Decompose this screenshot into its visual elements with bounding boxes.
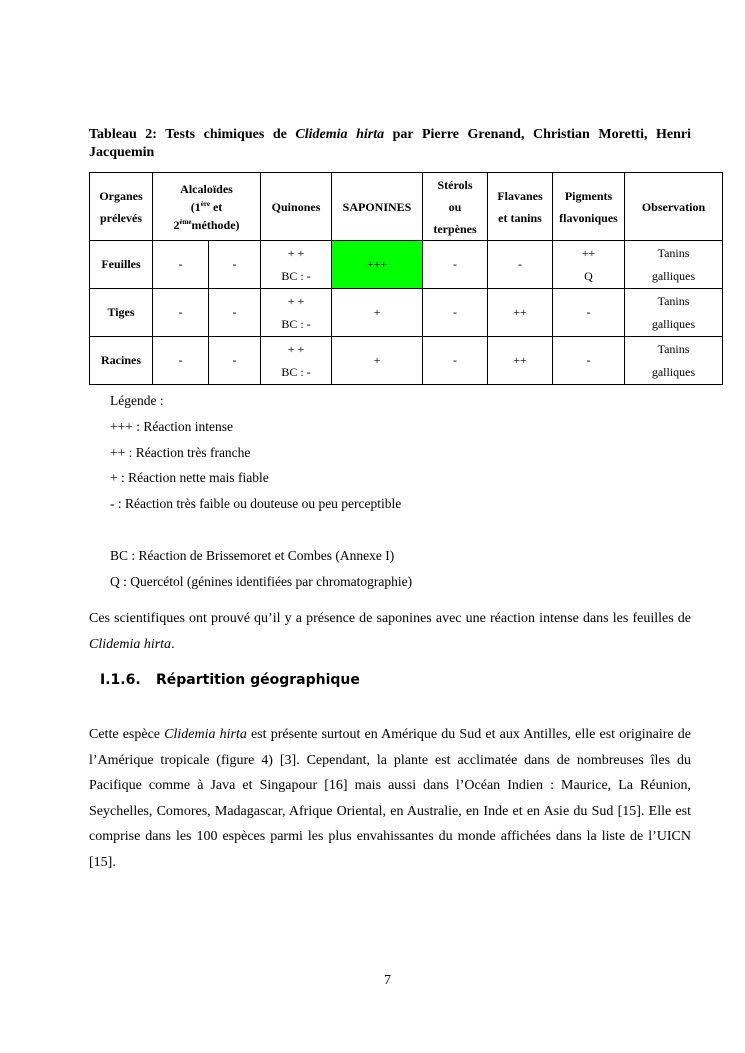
cell-alc1: - bbox=[153, 337, 209, 385]
table-row-racines bbox=[90, 337, 723, 385]
header-observation: Observation bbox=[625, 173, 723, 241]
header-alcaloides: Alcaloïdes (1ère et 2èmeméthode) bbox=[153, 173, 261, 241]
chemical-tests-table bbox=[89, 172, 723, 385]
cell-quinones: + + BC : - bbox=[261, 289, 332, 337]
caption-suffix: par Pierre Grenand, Christian Moretti, Henri Jacquemin bbox=[89, 127, 692, 160]
cell-saponines: + bbox=[332, 289, 423, 337]
header-pigments: Pigments flavoniques bbox=[553, 173, 625, 241]
cell-alc2: - bbox=[209, 289, 261, 337]
cell-saponines: + bbox=[332, 337, 423, 385]
header-saponines: SAPONINES bbox=[332, 173, 423, 241]
cell-pigments: - bbox=[553, 289, 625, 337]
legend-note: BC : Réaction de Brissemoret et Combes (Annexe I) bbox=[110, 547, 395, 563]
cell-organe: Tiges bbox=[90, 289, 153, 337]
cell-sterols: - bbox=[423, 289, 488, 337]
cell-flavanes: ++ bbox=[488, 289, 553, 337]
cell-organe: Racines bbox=[90, 337, 153, 385]
cell-flavanes: ++ bbox=[488, 337, 553, 385]
legend-title: Légende : bbox=[110, 393, 164, 408]
cell-alc1: - bbox=[153, 289, 209, 337]
cell-sterols: - bbox=[423, 241, 488, 289]
legend-note: Q : Quercétol (génines identifiées par chromatographie) bbox=[110, 573, 413, 589]
caption-species: Clidemia hirta bbox=[295, 127, 385, 142]
cell-organe: Feuilles bbox=[90, 241, 153, 289]
cell-alc1: - bbox=[153, 241, 209, 289]
cell-quinones: + + BC : - bbox=[261, 241, 332, 289]
legend bbox=[110, 388, 412, 595]
cell-alc2: - bbox=[209, 241, 261, 289]
section-heading bbox=[100, 672, 360, 688]
header-quinones: Quinones bbox=[261, 173, 332, 241]
header-sterols: Stérols ou terpènes bbox=[423, 173, 488, 241]
section-title: Répartition géographique bbox=[156, 672, 360, 688]
cell-observation: Tanins galliques bbox=[625, 241, 723, 289]
cell-sterols: - bbox=[423, 337, 488, 385]
cell-pigments: ++ Q bbox=[553, 241, 625, 289]
legend-item: - : Réaction très faible ou douteuse ou peu perceptible bbox=[110, 496, 402, 512]
page-number: 7 bbox=[384, 973, 391, 988]
cell-quinones: + + BC : - bbox=[261, 337, 332, 385]
table-row-tiges bbox=[90, 289, 723, 337]
cell-observation: Tanins galliques bbox=[625, 289, 723, 337]
cell-flavanes: - bbox=[488, 241, 553, 289]
paragraph-saponines: Ces scientifiques ont prouvé qu’il y a présence de saponines avec une réaction intense dans les feuilles de Clidemia hirta. bbox=[89, 611, 691, 652]
legend-item: + : Réaction nette mais fiable bbox=[110, 470, 269, 486]
header-organes: Organes prélevés bbox=[90, 173, 153, 241]
table-header-row bbox=[90, 173, 723, 241]
section-number: I.1.6. bbox=[100, 672, 141, 688]
cell-saponines-highlighted: +++ bbox=[332, 241, 423, 289]
legend-item: ++ : Réaction très franche bbox=[110, 444, 251, 460]
cell-observation: Tanins galliques bbox=[625, 337, 723, 385]
caption-prefix: Tableau 2: Tests chimiques de bbox=[89, 127, 296, 142]
table-row-feuilles bbox=[90, 241, 723, 289]
legend-item: +++ : Réaction intense bbox=[110, 418, 233, 434]
header-flavanes: Flavanes et tanins bbox=[488, 173, 553, 241]
cell-pigments: - bbox=[553, 337, 625, 385]
cell-alc2: - bbox=[209, 337, 261, 385]
table-caption bbox=[89, 126, 691, 162]
paragraph-distribution: Cette espèce Clidemia hirta est présente surtout en Amérique du Sud et aux Antilles, elle est originaire de l’Amérique tropicale (figure 4) [3]. Cependant, la plante est acclimatée dans de nombreuses îles du Pacifique comme à Java et Singapour [16] mais aussi dans l’Océan Indien : Maurice, La Réunion, Seychelles, Comores, Madagascar, Afrique Oriental, en Australie, en Inde et en Asie du Sud [15]. Elle est comprise dans les 100 espèces parmi les plus envahissantes du monde affichées dans la liste de l’UICN [15]. bbox=[89, 727, 692, 870]
